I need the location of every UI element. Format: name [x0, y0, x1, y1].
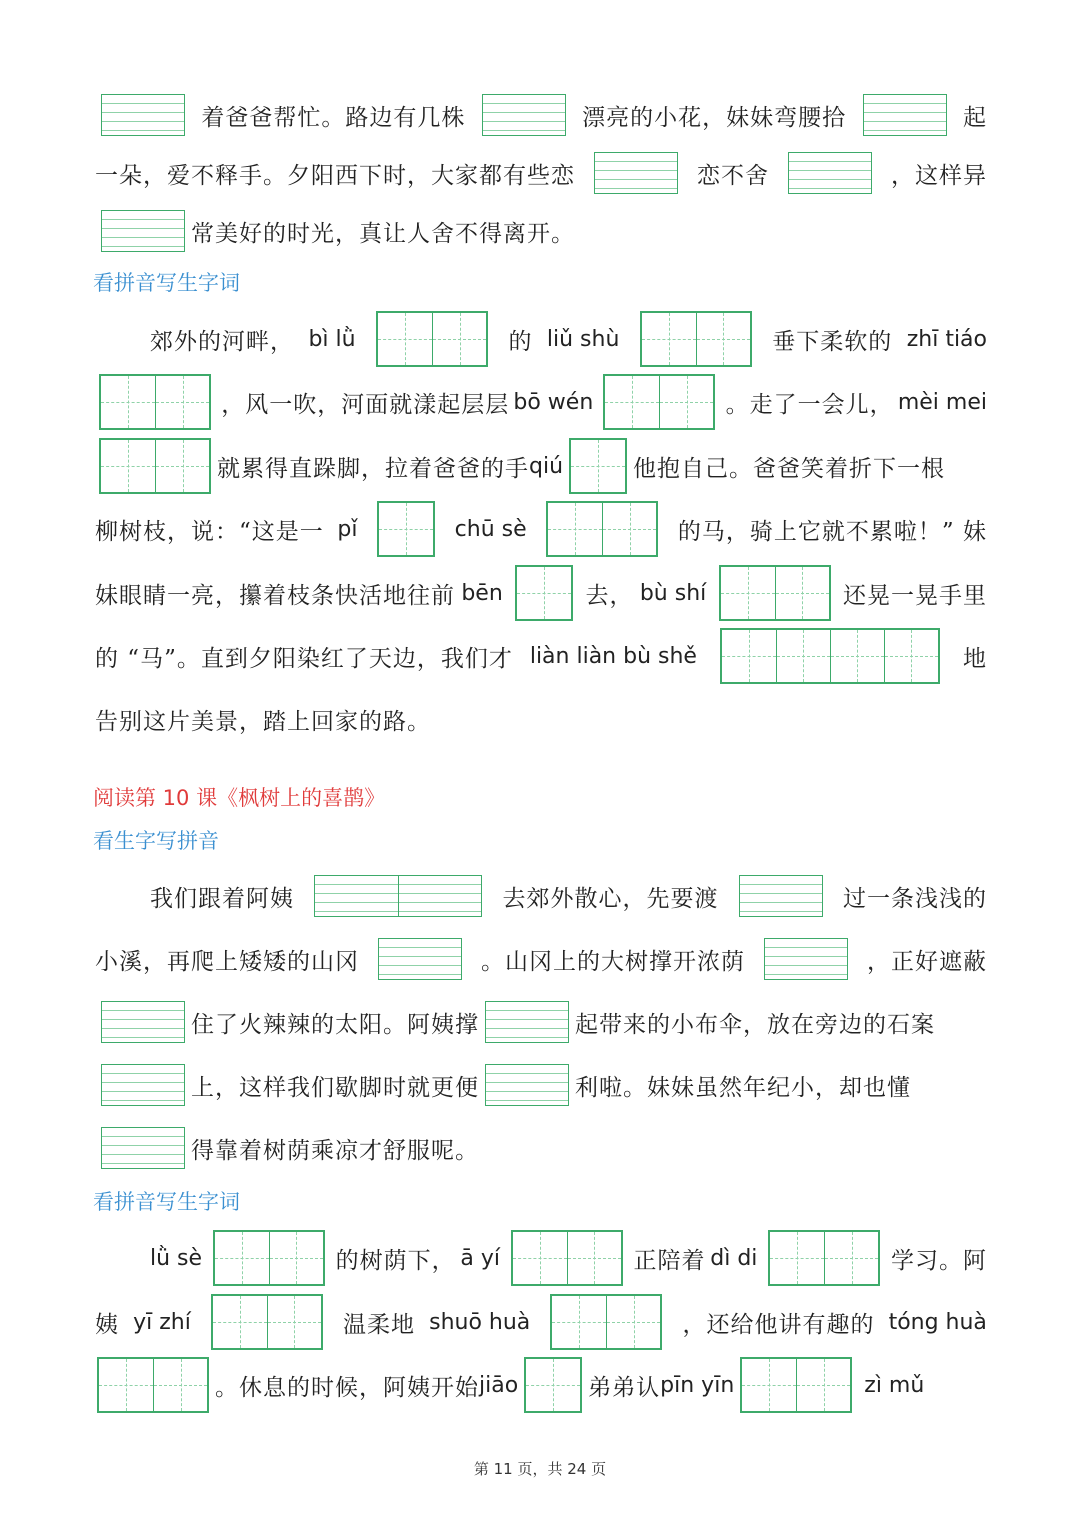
section-heading: 看生字写拼音 — [93, 829, 219, 853]
pinyin-text: liàn liàn bù shě — [529, 643, 697, 669]
grid-cell[interactable] — [101, 376, 155, 428]
pinyin-box[interactable] — [764, 938, 848, 980]
passage-text: 正陪着 — [633, 1247, 706, 1274]
passage-text: 常美好的时光，真让人舍不得离开。 — [191, 220, 575, 247]
grid-cell[interactable] — [215, 1232, 269, 1284]
char-grid[interactable] — [376, 311, 488, 367]
grid-cell[interactable] — [567, 1232, 621, 1284]
passage-text: 温柔地 — [343, 1311, 416, 1338]
grid-cell[interactable] — [602, 503, 656, 555]
text-line — [95, 563, 987, 623]
pinyin-box[interactable] — [378, 938, 462, 980]
text-line — [95, 1355, 987, 1415]
pinyin-text: tóng huà — [888, 1309, 987, 1335]
pinyin-text: liǔ shù — [546, 326, 620, 352]
grid-cell[interactable] — [552, 1296, 606, 1348]
passage-text: 弟弟认 — [588, 1374, 661, 1401]
char-grid[interactable] — [720, 628, 940, 684]
text-line — [150, 866, 987, 926]
text-line — [95, 201, 987, 261]
pinyin-text: ā yí — [460, 1245, 500, 1271]
section-heading: 看拼音写生字词 — [93, 271, 240, 295]
passage-text: 的马，骑上它就不累啦！” 妹 — [677, 518, 987, 545]
pinyin-text: bù shí — [639, 580, 707, 606]
pinyin-box[interactable] — [788, 152, 872, 194]
passage-text: 一朵，爱不释手。夕阳西下时，大家都有些恋 — [95, 162, 575, 189]
passage-text: 姨 — [95, 1311, 119, 1338]
char-grid[interactable] — [719, 565, 831, 621]
passage-text: 得靠着树荫乘凉才舒服呢。 — [191, 1137, 479, 1164]
text-line — [95, 499, 987, 559]
pinyin-text: lǜ sè — [150, 1245, 203, 1271]
pinyin-text: bì lǜ — [308, 326, 356, 352]
pinyin-text: pǐ — [337, 516, 358, 542]
text-line — [95, 626, 987, 686]
passage-text: 的树荫下， — [335, 1247, 456, 1274]
grid-cell[interactable] — [884, 630, 938, 682]
grid-cell[interactable] — [721, 567, 775, 619]
pinyin-text: shuō huà — [429, 1309, 531, 1335]
pinyin-box[interactable] — [482, 94, 566, 136]
grid-cell[interactable] — [775, 567, 829, 619]
passage-text: 小溪，再爬上矮矮的山冈 — [95, 948, 359, 975]
passage-text: 垂下柔软的 — [772, 328, 893, 355]
text-line — [95, 1292, 987, 1352]
passage-text: 着爸爸帮忙。路边有几株 — [201, 104, 466, 131]
text-line — [95, 372, 987, 432]
pinyin-text: jiāo — [479, 1372, 519, 1398]
pinyin-text: qiú — [529, 453, 564, 479]
pinyin-text: bēn — [461, 580, 503, 606]
passage-text: 的 “马”。直到夕阳染红了天边，我们才 — [95, 645, 513, 672]
char-grid[interactable] — [740, 1357, 852, 1413]
grid-cell[interactable] — [432, 313, 486, 365]
text-line — [95, 992, 987, 1052]
grid-cell[interactable] — [742, 1359, 796, 1411]
passage-text: 上，这样我们歇脚时就更便 — [191, 1074, 479, 1101]
char-grid[interactable] — [99, 374, 211, 430]
passage-text: 过一条浅浅的 — [843, 885, 987, 912]
pinyin-text: zhī tiáo — [906, 326, 987, 352]
passage-text: 起带来的小布伞，放在旁边的石案 — [575, 1011, 935, 1038]
text-line — [95, 436, 987, 496]
char-grid[interactable] — [511, 1230, 623, 1286]
grid-cell[interactable] — [696, 313, 750, 365]
char-grid[interactable] — [515, 565, 573, 621]
grid-cell[interactable] — [213, 1296, 267, 1348]
grid-cell[interactable] — [606, 1296, 660, 1348]
grid-cell[interactable] — [796, 1359, 850, 1411]
grid-cell[interactable] — [269, 1232, 323, 1284]
passage-text: 住了火辣辣的太阳。阿姨撑 — [191, 1011, 479, 1038]
passage-text: 我们跟着阿姨 — [150, 885, 294, 912]
char-grid[interactable] — [99, 438, 211, 494]
passage-text: 去， — [585, 582, 634, 609]
text-line — [150, 309, 987, 369]
char-grid[interactable] — [768, 1230, 880, 1286]
pinyin-box[interactable] — [739, 875, 823, 917]
text-line — [95, 1118, 987, 1178]
pinyin-box[interactable] — [485, 1064, 569, 1106]
text-line — [95, 689, 987, 749]
char-grid[interactable] — [524, 1357, 582, 1413]
char-grid[interactable] — [640, 311, 752, 367]
pinyin-text: yī zhí — [133, 1309, 191, 1335]
grid-cell[interactable] — [548, 503, 602, 555]
grid-cell[interactable] — [379, 503, 433, 555]
grid-cell[interactable] — [770, 1232, 824, 1284]
grid-cell[interactable] — [776, 630, 830, 682]
pinyin-text: mèi mei — [897, 389, 987, 415]
passage-text: 柳树枝，说：“这是一 — [95, 518, 324, 545]
text-line — [95, 85, 987, 145]
page-footer: 第 11 页，共 24 页 — [473, 1460, 607, 1478]
grid-cell[interactable] — [155, 440, 209, 492]
passage-text: 告别这片美景，踏上回家的路。 — [95, 708, 431, 735]
text-line — [150, 1228, 987, 1288]
grid-cell[interactable] — [605, 376, 659, 428]
grid-cell[interactable] — [526, 1359, 580, 1411]
pinyin-text: bō wén — [513, 389, 594, 415]
text-line — [95, 929, 987, 989]
lesson-title: 阅读第 10 课《枫树上的喜鹊》 — [93, 786, 386, 810]
pinyin-text: chū sè — [454, 516, 527, 542]
pinyin-text: dì di — [710, 1245, 758, 1271]
char-grid[interactable] — [546, 501, 658, 557]
passage-text: 。休息的时候，阿姨开始 — [215, 1374, 479, 1401]
pinyin-box[interactable] — [314, 875, 482, 917]
section-heading: 看拼音写生字词 — [93, 1190, 240, 1214]
passage-text: 郊外的河畔， — [150, 328, 294, 355]
char-grid[interactable] — [211, 1294, 323, 1350]
passage-text: 地 — [962, 645, 987, 672]
passage-text: ，正好遮蔽 — [867, 948, 987, 975]
char-grid[interactable] — [97, 1357, 209, 1413]
text-line — [95, 1055, 987, 1115]
passage-text: 他抱自己。爸爸笑着折下一根 — [633, 455, 946, 482]
pinyin-box[interactable] — [101, 1064, 185, 1106]
pinyin-box[interactable] — [594, 152, 678, 194]
char-grid[interactable] — [550, 1294, 662, 1350]
pinyin-box[interactable] — [101, 1127, 185, 1169]
passage-text: ，还给他讲有趣的 — [682, 1311, 875, 1338]
passage-text: 就累得直跺脚，拉着爸爸的手 — [217, 455, 529, 482]
passage-text: 学习。阿 — [890, 1247, 987, 1274]
grid-cell[interactable] — [267, 1296, 321, 1348]
grid-cell[interactable] — [722, 630, 776, 682]
grid-cell[interactable] — [517, 567, 571, 619]
pinyin-box[interactable] — [101, 210, 185, 252]
pinyin-text: pīn yīn — [660, 1372, 735, 1398]
passage-text: 去郊外散心，先要渡 — [502, 885, 719, 912]
char-grid[interactable] — [603, 374, 715, 430]
pinyin-box[interactable] — [101, 1001, 185, 1043]
passage-text: 利啦。妹妹虽然年纪小，却也懂 — [575, 1074, 911, 1101]
grid-cell[interactable] — [571, 440, 625, 492]
passage-text: 起 — [962, 104, 987, 131]
grid-cell[interactable] — [153, 1359, 207, 1411]
grid-cell[interactable] — [155, 376, 209, 428]
grid-cell[interactable] — [513, 1232, 567, 1284]
grid-cell[interactable] — [830, 630, 884, 682]
text-line — [95, 143, 987, 203]
passage-text: ，这样异 — [891, 162, 987, 189]
grid-cell[interactable] — [824, 1232, 878, 1284]
grid-cell[interactable] — [378, 313, 432, 365]
grid-cell[interactable] — [642, 313, 696, 365]
char-grid[interactable] — [569, 438, 627, 494]
passage-text: 。走了一会儿， — [725, 391, 894, 418]
char-grid[interactable] — [377, 501, 435, 557]
passage-text: 。山冈上的大树撑开浓荫 — [481, 948, 745, 975]
pinyin-box[interactable] — [101, 94, 185, 136]
pinyin-text: zì mǔ — [864, 1372, 925, 1398]
passage-text: 的 — [508, 328, 533, 355]
char-grid[interactable] — [213, 1230, 325, 1286]
grid-cell[interactable] — [101, 440, 155, 492]
pinyin-box[interactable] — [485, 1001, 569, 1043]
passage-text: 还晃一晃手里 — [842, 582, 987, 609]
passage-text: 恋不舍 — [697, 162, 769, 189]
grid-cell[interactable] — [99, 1359, 153, 1411]
passage-text: ，风一吹，河面就漾起层层 — [221, 391, 510, 418]
passage-text: 妹眼睛一亮，攥着枝条快活地往前 — [95, 582, 455, 609]
grid-cell[interactable] — [659, 376, 713, 428]
passage-text: 漂亮的小花，妹妹弯腰拾 — [582, 104, 847, 131]
pinyin-box[interactable] — [863, 94, 947, 136]
